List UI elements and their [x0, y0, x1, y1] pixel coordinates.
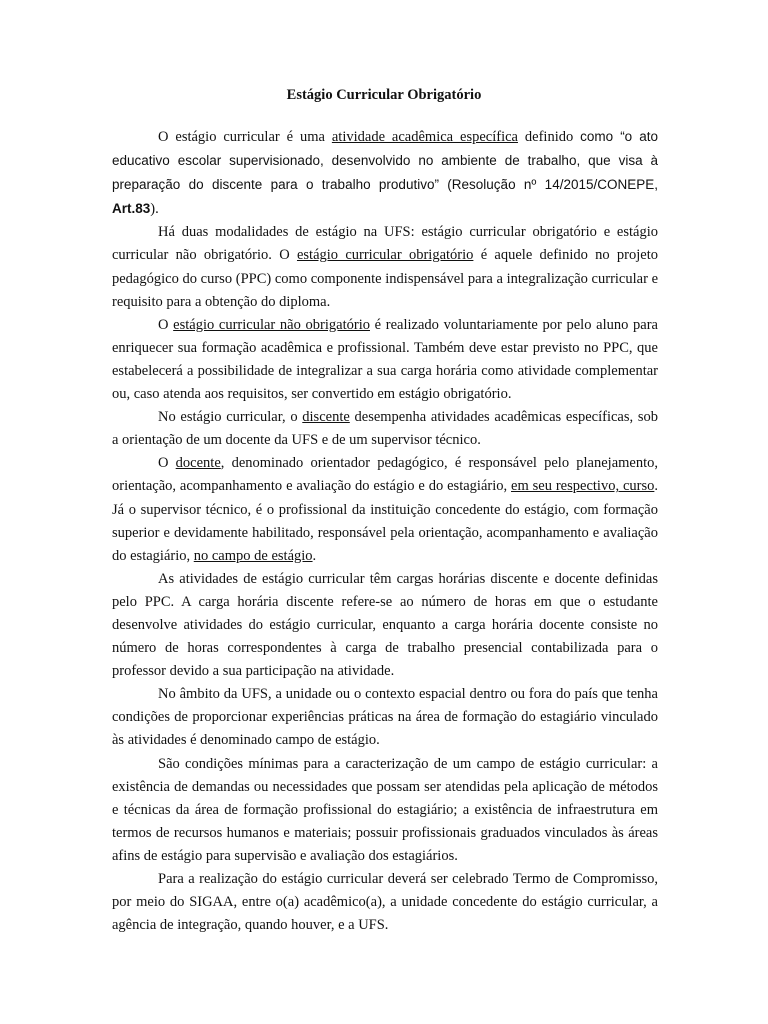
paragraph-condicoes: São condições mínimas para a caracterização de um campo de estágio curricular: a existência de demandas ou necessidades que possam ser atendidas pela aplicação de métodos e técnicas da área de formação profissional do estagiário; a existência de infraestrutura em termos de recursos humanos e materiais; possuir profissionais graduados vinculados às áreas afins de estágio para supervisão e avaliação dos estagiários.	[112, 755, 658, 864]
underlined-term: estágio curricular não obrigatório	[173, 316, 370, 333]
underlined-term: docente	[175, 455, 221, 472]
text-run: . Já o supervisor técnico, é o profissional da instituição concedente do estágio, com formação superior e devidamente habilitado, responsável pela orientação, acompanhamento e avaliação do estagiário,	[112, 478, 658, 564]
text-run: como “o ato educativo escolar supervisionado, desenvolvido no ambiente de trabalho, que visa à preparação do discente para o trabalho produtivo” (Resolução nº 14/2015/CONEPE,	[112, 129, 659, 193]
text-run: No estágio curricular, o	[158, 409, 303, 426]
underlined-term: no campo de estágio	[193, 547, 313, 564]
document-body	[112, 125, 658, 937]
text-run: desempenha atividades acadêmicas específicas, sob a orientação de um docente da UFS e de um supervisor técnico.	[112, 409, 658, 449]
text-run: O	[158, 316, 174, 333]
text-run: .	[312, 547, 317, 564]
paragraph-modalidades	[112, 221, 658, 313]
paragraph-campo-de-estagio: No âmbito da UFS, a unidade ou o contexto espacial dentro ou fora do país que tenha condições de proporcionar experiências práticas na área de formação do estagiário vinculado às atividades é denominado campo de estágio.	[112, 686, 658, 749]
underlined-term: estágio curricular obrigatório	[296, 247, 474, 264]
text-run: é realizado voluntariamente por pelo aluno para enriquecer sua formação acadêmica e profissional. Também deve estar previsto no PPC, que estabelecerá a possibilidade de integralizar a sua carga horária como atividade complementar ou, caso atenda aos requisitos, ser convertido em estágio obrigatório.	[112, 316, 658, 403]
underlined-term: atividade acadêmica específica	[331, 129, 518, 145]
paragraph-discente	[112, 406, 658, 452]
text-run: O estágio curricular é uma	[158, 129, 332, 145]
bold-reference: Art.83	[112, 201, 151, 217]
underlined-term: em seu respectivo, curso	[511, 478, 655, 495]
paragraph-definition	[112, 125, 658, 221]
document-title: Estágio Curricular Obrigatório	[286, 87, 482, 103]
paragraph-docente	[112, 452, 658, 567]
text-run: O	[158, 455, 176, 472]
paragraph-termo-de-compromisso: Para a realização do estágio curricular deverá ser celebrado Termo de Compromisso, por meio do SIGAA, entre o(a) acadêmico(a), a unidade concedente do estágio curricular, a agência de integração, quando houver, e a UFS.	[112, 871, 658, 934]
text-run: ).	[150, 201, 159, 218]
underlined-term: discente	[302, 409, 350, 426]
text-run: definido	[517, 129, 581, 145]
paragraph-nao-obrigatorio	[112, 314, 658, 406]
text-run: é aquele definido no projeto pedagógico do curso (PPC) como componente indispensável para a integralização curricular e requisito para a obtenção do diploma.	[112, 247, 659, 310]
text-run: , denominado orientador pedagógico, é responsável pelo planejamento, orientação, acompanhamento e avaliação do estágio e do estagiário,	[112, 455, 658, 495]
text-run: Há duas modalidades de estágio na UFS: estágio curricular obrigatório e estágio curricular não obrigatório. O	[112, 224, 658, 264]
paragraph-cargas-horarias: As atividades de estágio curricular têm cargas horárias discente e docente definidas pelo PPC. A carga horária discente refere-se ao número de horas em que o estudante desenvolve atividades do estágio curricular, enquanto a carga horária docente consiste no número de horas correspondentes à carga de trabalho presencial contabilizada para o professor devido a sua participação na atividade.	[112, 570, 658, 680]
